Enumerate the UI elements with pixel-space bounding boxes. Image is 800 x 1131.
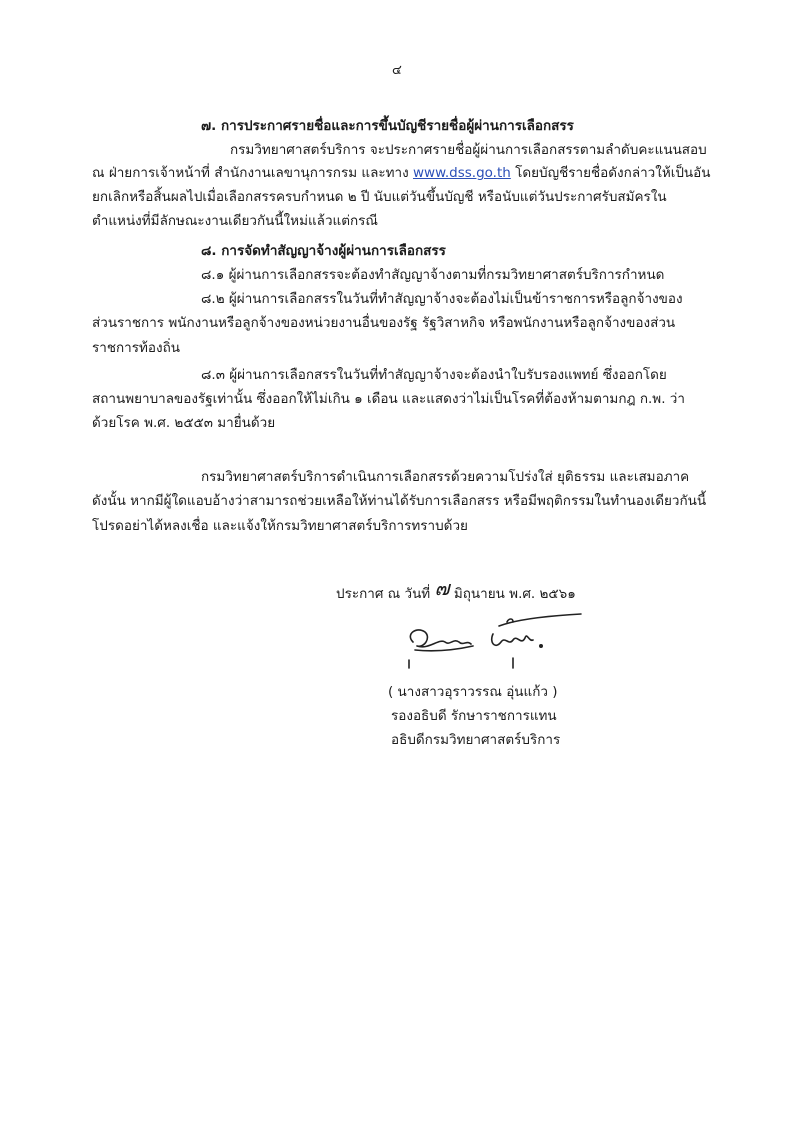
announcement-month-year: มิถุนายน พ.ศ. ๒๕๖๑ — [453, 586, 576, 602]
section7-line2 — [92, 164, 711, 182]
section7-line3: ยกเลิกหรือสิ้นผลไปเมื่อเลือกสรรครบกำหนด ๒ ปี นับแต่วันขึ้นบัญชี หรือนับแต่วันประกาศรับสมัครใน — [92, 189, 667, 205]
announcement-day: ๗ — [434, 576, 450, 600]
dss-website-link[interactable]: www.dss.go.th — [412, 165, 511, 181]
section8-item2-line3: ราชการท้องถิ่น — [92, 340, 181, 356]
signatory-name: ( นางสาวอุราวรรณ อุ่นแก้ว ) — [388, 684, 558, 700]
announcement-date — [336, 576, 576, 603]
section7-line2-text: ณ ฝ่ายการเจ้าหน้าที่ สำนักงานเลขานุการกรม และทาง — [92, 165, 413, 181]
section8-item3-line1: ๘.๓ ผู้ผ่านการเลือกสรรในวันที่ทำสัญญาจ้างจะต้องนำใบรับรองแพทย์ ซึ่งออกโดย — [201, 367, 667, 383]
section7-line1: กรมวิทยาศาสตร์บริการ จะประกาศรายชื่อผู้ผ่านการเลือกสรรตามลำดับคะแนนสอบ — [230, 142, 707, 158]
closing-line2: ดังนั้น หากมีผู้ใดแอบอ้างว่าสามารถช่วยเหลือให้ท่านได้รับการเลือกสรร หรือมีพฤติกรรมในทำนองเดียวกันนี้ — [92, 493, 707, 509]
section8-item2-line2: ส่วนราชการ พนักงานหรือลูกจ้างของหน่วยงานอื่นของรัฐ รัฐวิสาหกิจ หรือพนักงานหรือลูกจ้างของส่วน — [92, 315, 676, 331]
signatory-position2: อธิบดีกรมวิทยาศาสตร์บริการ — [391, 732, 561, 748]
handwritten-signature — [395, 612, 595, 672]
section7-line4: ตำแหน่งที่มีลักษณะงานเดียวกันนี้ใหม่แล้วแต่กรณี — [92, 213, 378, 229]
page-number: ๔ — [392, 63, 402, 78]
signatory-position1: รองอธิบดี รักษาราชการแทน — [391, 708, 557, 724]
section7-heading: ๗. การประกาศรายชื่อและการขึ้นบัญชีรายชื่อผู้ผ่านการเลือกสรร — [201, 118, 574, 134]
announcement-prefix: ประกาศ ณ วันที่ — [336, 586, 431, 602]
section8-heading: ๘. การจัดทำสัญญาจ้างผู้ผ่านการเลือกสรร — [201, 243, 446, 259]
closing-line1: กรมวิทยาศาสตร์บริการดำเนินการเลือกสรรด้วยความโปร่งใส่ ยุติธรรม และเสมอภาค — [201, 469, 690, 485]
section7-line2-text-end: โดยบัญชีรายชื่อดังกล่าวให้เป็นอัน — [510, 165, 711, 181]
section8-item2-line1: ๘.๒ ผู้ผ่านการเลือกสรรในวันที่ทำสัญญาจ้างจะต้องไม่เป็นข้าราชการหรือลูกจ้างของ — [201, 291, 683, 307]
section8-item3-line3: ด้วยโรค พ.ศ. ๒๕๕๓ มายื่นด้วย — [92, 415, 276, 431]
section8-item3-line2: สถานพยาบาลของรัฐเท่านั้น ซึ่งออกให้ไม่เกิน ๑ เดือน และแสดงว่าไม่เป็นโรคที่ต้องห้ามตามกฎ ก.พ. ว่า — [92, 391, 685, 407]
closing-line3: โปรดอย่าได้หลงเชื่อ และแจ้งให้กรมวิทยาศาสตร์บริการทราบด้วย — [92, 518, 468, 534]
section8-item1: ๘.๑ ผู้ผ่านการเลือกสรรจะต้องทำสัญญาจ้างตามที่กรมวิทยาศาสตร์บริการกำหนด — [201, 267, 665, 283]
